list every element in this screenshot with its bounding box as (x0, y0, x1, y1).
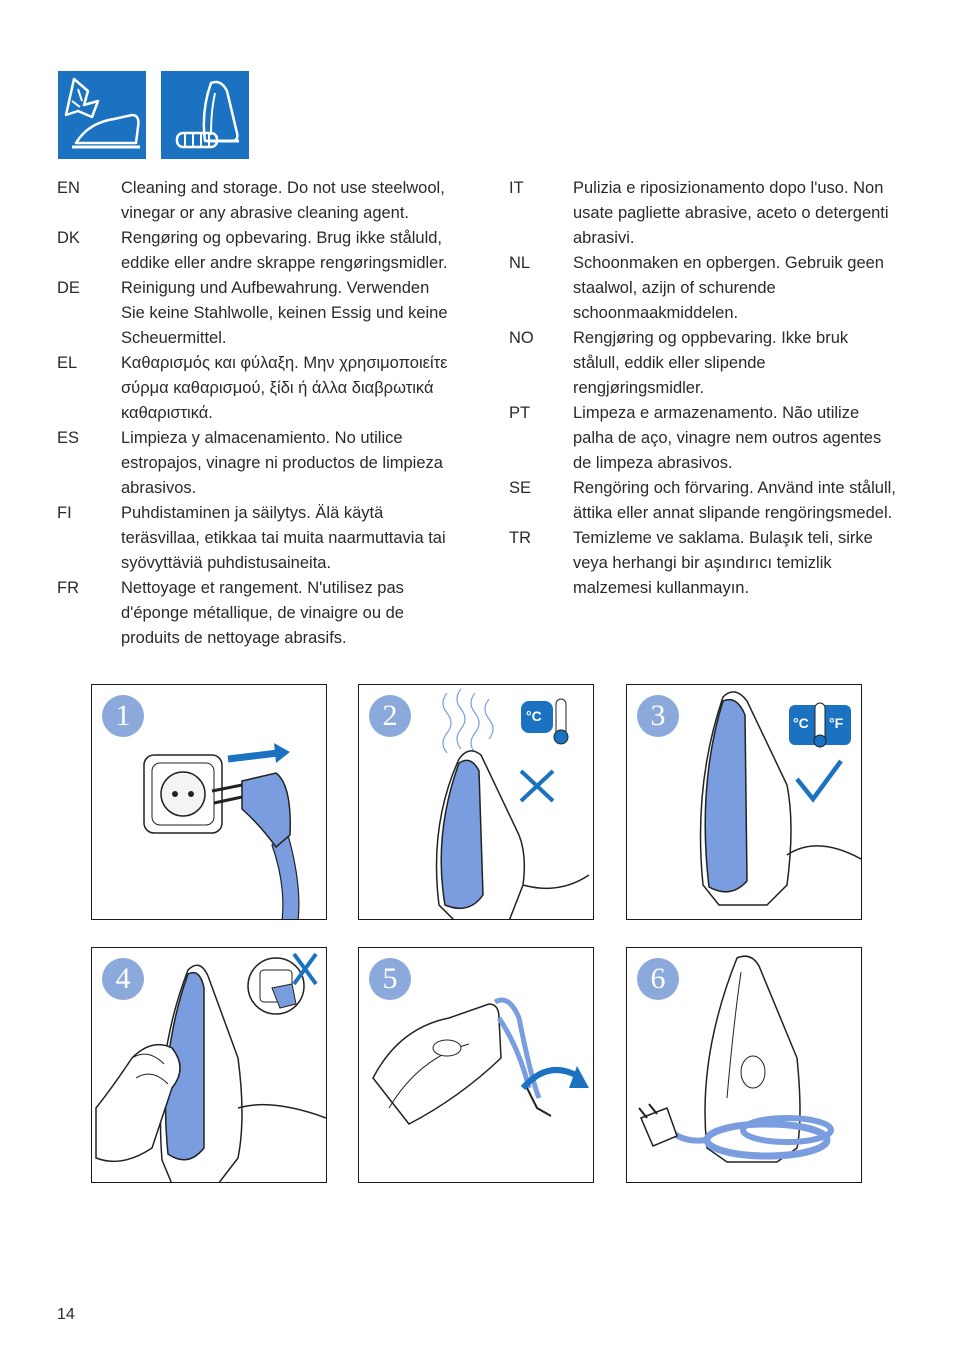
language-code: IT (509, 179, 524, 197)
language-entry-en (57, 176, 457, 226)
step-number: 4 (102, 958, 144, 1000)
language-text: Reinigung und Aufbewahrung. Verwenden Sie keine Stahlwolle, keinen Essig und keine Scheuermittel. (121, 279, 448, 347)
language-text: Pulizia e riposizionamento dopo l'uso. Non usate pagliette abrasive, aceto o detergenti abrasivi. (573, 179, 889, 247)
step-4-panel (91, 947, 327, 1183)
iron-storage-cord-icon (161, 71, 249, 159)
celsius-label: °C (793, 715, 809, 731)
step-3-panel (626, 684, 862, 920)
language-code: ES (57, 429, 80, 447)
language-entry-no (509, 326, 899, 401)
language-entry-de (57, 276, 457, 351)
language-text: Temizleme ve saklama. Bulaşık teli, sirke veya herhangi bir aşındırıcı temizlik malzemesi kullanmayın. (573, 529, 873, 597)
language-entry-es (57, 426, 457, 501)
language-text: Limpieza y almacenamiento. No utilice estropajos, vinagre ni productos de limpieza abrasivos. (121, 429, 443, 497)
language-text: Puhdistaminen ja säilytys. Älä käytä teräsvillaa, etikkaa tai muita naarmuttavia tai syövyttäviä puhdistusaineita. (121, 504, 446, 572)
language-entry-el (57, 351, 457, 426)
language-entry-pt (509, 401, 899, 476)
language-text: Schoonmaken en opbergen. Gebruik geen staalwol, azijn of schurende schoonmaakmiddelen. (573, 254, 884, 322)
step-number: 3 (637, 695, 679, 737)
language-text: Rengjøring og oppbevaring. Ikke bruk stålull, eddik eller slipende rengjøringsmidler. (573, 329, 849, 397)
cleaning-cloth-iron-icon (58, 71, 146, 159)
language-code: EN (57, 179, 80, 197)
step-1-panel (91, 684, 327, 920)
language-entry-it (509, 176, 899, 251)
language-text: Καθαρισμός και φύλαξη. Μην χρησιμοποιείτε σύρμα καθαρισμού, ξίδι ή άλλα διαβρωτικά καθαριστικά. (121, 354, 448, 422)
step-number: 6 (637, 958, 679, 1000)
language-entry-fi (57, 501, 457, 576)
language-code: SE (509, 479, 532, 497)
language-entry-tr (509, 526, 899, 601)
step-number: 5 (369, 958, 411, 1000)
language-entry-fr (57, 576, 457, 651)
language-code: FI (57, 504, 72, 522)
language-code: NL (509, 254, 531, 272)
step-2-panel (358, 684, 594, 920)
language-list-right (509, 176, 899, 601)
language-entry-nl (509, 251, 899, 326)
language-list-left (57, 176, 457, 651)
step-number: 1 (102, 695, 144, 737)
language-text: Cleaning and storage. Do not use steelwool, vinegar or any abrasive cleaning agent. (121, 179, 445, 222)
language-code: NO (509, 329, 534, 347)
step-5-panel (358, 947, 594, 1183)
language-text: Rengöring och förvaring. Använd inte stålull, ättika eller annat slipande rengöringsmedel. (573, 479, 896, 522)
language-entry-dk (57, 226, 457, 276)
language-code: TR (509, 529, 531, 547)
language-text: Limpeza e armazenamento. Não utilize palha de aço, vinagre nem outros agentes de limpeza abrasivos. (573, 404, 882, 472)
language-entry-se (509, 476, 899, 526)
step-6-panel (626, 947, 862, 1183)
language-text: Nettoyage et rangement. N'utilisez pas d'éponge métallique, de vinaigre ou de produits de nettoyage abrasifs. (121, 579, 404, 647)
language-code: PT (509, 404, 531, 422)
language-code: FR (57, 579, 79, 597)
fahrenheit-label: °F (829, 715, 844, 731)
step-number: 2 (369, 695, 411, 737)
language-code: DK (57, 229, 80, 247)
celsius-label: °C (526, 708, 542, 724)
language-code: EL (57, 354, 78, 372)
page-number: 14 (57, 1306, 75, 1323)
language-text: Rengøring og opbevaring. Brug ikke ståluld, eddike eller andre skrappe rengøringsmidler. (121, 229, 448, 272)
language-code: DE (57, 279, 80, 297)
